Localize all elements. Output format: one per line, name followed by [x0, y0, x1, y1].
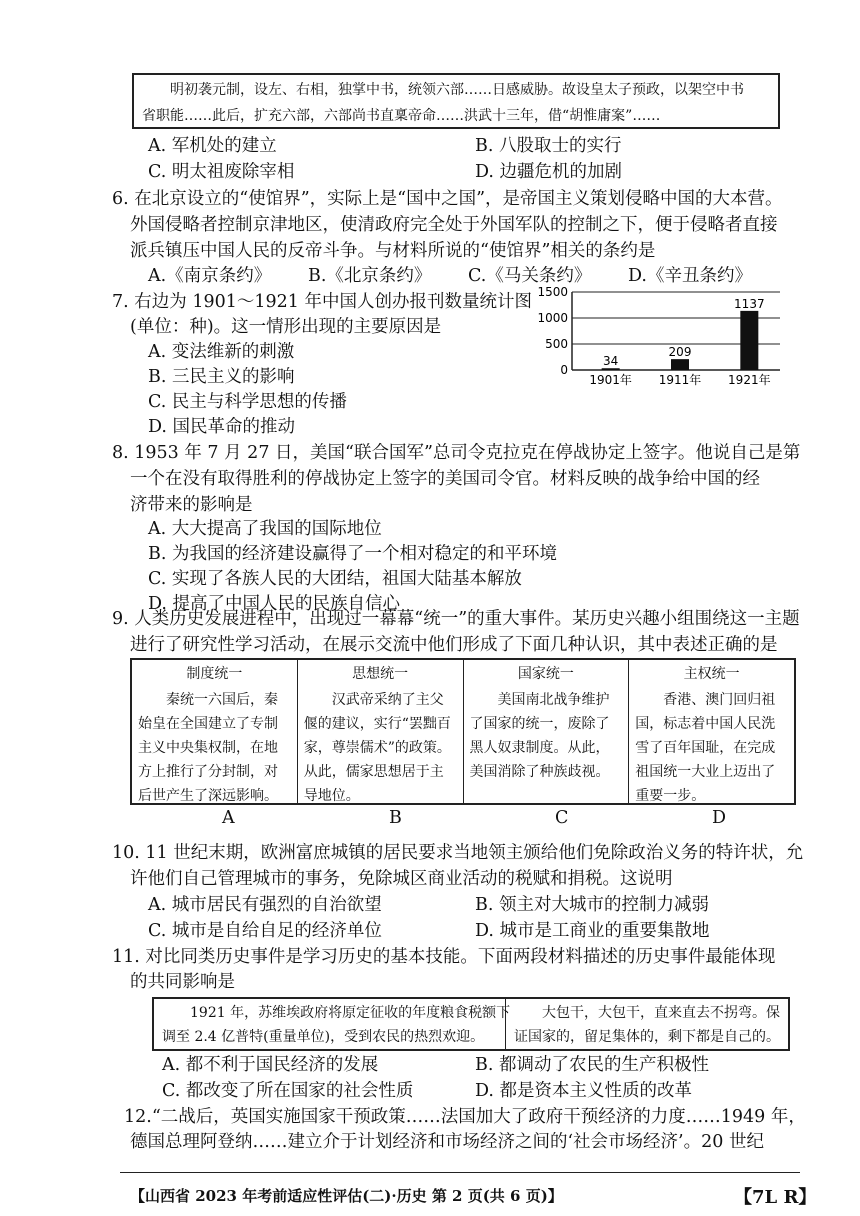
q6-line-1: 6. 在北京设立的“使馆界”，实际上是“国中之国”，是帝国主义策划侵略中国的大本营。 [112, 189, 783, 209]
q5-material-box [132, 73, 780, 129]
paper-code: 【7L R】 [734, 1187, 817, 1208]
q10-line-1: 10. 11 世纪末期，欧洲富庶城镇的居民要求当地领主颁给他们免除政治义务的特许状，允 [112, 843, 804, 863]
y-tick-label: 1000 [537, 311, 568, 325]
q7-bar-chart [530, 282, 790, 392]
q5-material-line-2: 省职能……此后，扩充六部，六部尚书直稟帝命……洪武十三年，借“胡惟庸案”…… [142, 108, 661, 124]
q10-option-c[interactable]: C. 城市是自给自足的经济单位 [148, 921, 382, 941]
q9-cell-b[interactable] [298, 660, 464, 803]
q7-line-2: (单位：种)。这一情形出现的主要原因是 [130, 317, 442, 337]
q11-option-d[interactable]: D. 都是资本主义性质的改革 [475, 1081, 693, 1101]
q8-option-b[interactable]: B. 为我国的经济建设赢得了一个相对稳定的和平环境 [148, 544, 557, 564]
q9-line-1: 9. 人类历史发展进程中，出现过一幕幕“统一”的重大事件。某历史兴趣小组围绕这一主题 [112, 609, 800, 629]
q11-option-c[interactable]: C. 都改变了所在国家的社会性质 [162, 1081, 414, 1101]
q11-option-a[interactable]: A. 都不利于国民经济的发展 [162, 1055, 379, 1075]
q7-option-a[interactable]: A. 变法维新的刺激 [148, 342, 295, 362]
q7-line-1: 7. 右边为 1901～1921 年中国人创办报刊数量统计图 [112, 292, 532, 312]
q8-option-d[interactable]: D. 提高了中国人民的民族自信心 [148, 594, 401, 614]
q6-line-3: 派兵镇压中国人民的反帝斗争。与材料所说的“使馆界”相关的条约是 [130, 241, 656, 261]
q9-table [130, 658, 796, 805]
q10-line-2: 许他们自己管理城市的事务，免除城区商业活动的税赋和捐税。这说明 [130, 869, 673, 889]
q9-cell-body: 汉武帝采纳了主父偃的建议，实行“罢黜百家，尊崇儒术”的政策。从此，儒家思想居于主导地位。 [303, 692, 451, 804]
x-tick-label: 1901年 [589, 373, 632, 387]
q6-option-d[interactable]: D.《辛丑条约》 [628, 266, 752, 286]
q9-cell-body: 香港、澳门回归祖国，标志着中国人民洗雪了百年国耻，在完成祖国统一大业上迈出了重要一步。 [635, 692, 776, 804]
data-label: 209 [668, 345, 692, 360]
q9-cell-head: 国家统一 [517, 666, 574, 682]
q9-cell-head: 思想统一 [352, 666, 409, 682]
bar [602, 368, 620, 370]
q9-letter-a[interactable]: A [222, 808, 235, 828]
q9-letter-b[interactable]: B [389, 808, 402, 828]
y-tick-label: 1500 [537, 285, 568, 299]
q6-option-b[interactable]: B.《北京条约》 [308, 266, 432, 286]
q8-line-3: 济带来的影响是 [130, 495, 253, 515]
q10-option-a[interactable]: A. 城市居民有强烈的自治欲望 [148, 895, 382, 915]
data-label: 1137 [734, 296, 765, 311]
y-tick-label: 0 [560, 363, 568, 377]
q6-line-2: 外国侵略者控制京津地区，使清政府完全处于外国军队的控制之下，便于侵略者直接 [130, 215, 778, 235]
x-tick-label: 1911年 [658, 373, 702, 387]
q9-cell-body: 美国南北战争维护了国家的统一，废除了黑人奴隶制度。从此，美国消除了种族歧视。 [469, 692, 610, 780]
q11-material-left [154, 999, 511, 1049]
q11-material-right-line-1: 大包干，大包干，直来直去不拐弯。保 [542, 1005, 780, 1021]
q10-option-b[interactable]: B. 领主对大城市的控制力减弱 [475, 895, 709, 915]
q5-option-b[interactable]: B. 八股取士的实行 [475, 136, 622, 156]
q12-line-1: 12.“二战后，英国实施国家干预政策……法国加大了政府干预经济的力度……1949 年， [124, 1107, 806, 1127]
bar [671, 359, 689, 370]
q7-option-b[interactable]: B. 三民主义的影响 [148, 367, 295, 387]
page-footer: 【山西省 2023 年考前适应性评估(二)·历史 第 2 页(共 6 页)】 [130, 1187, 563, 1205]
x-tick-label: 1921年 [728, 373, 771, 387]
q11-material-right [506, 999, 788, 1049]
q8-line-1: 8. 1953 年 7 月 27 日，美国“联合国军”总司令克拉克在停战协定上签字。他说自己是第 [112, 443, 801, 463]
data-label: 34 [603, 354, 619, 369]
footer-rule [120, 1172, 800, 1173]
q9-cell-a[interactable] [132, 660, 298, 803]
q11-material-left-line-2: 调至 2.4 亿普特(重量单位)，受到农民的热烈欢迎。 [162, 1029, 485, 1045]
q7-option-c[interactable]: C. 民主与科学思想的传播 [148, 392, 347, 412]
y-tick-label: 500 [545, 337, 568, 351]
q8-line-2: 一个在没有取得胜利的停战协定上签字的美国司令官。材料反映的战争给中国的经 [130, 469, 760, 489]
q8-option-a[interactable]: A. 大大提高了我国的国际地位 [148, 519, 382, 539]
q9-cell-d[interactable] [629, 660, 794, 803]
q6-option-c[interactable]: C.《马关条约》 [468, 266, 592, 286]
q5-option-c[interactable]: C. 明太祖废除宰相 [148, 162, 295, 182]
q11-material-right-line-2: 证国家的，留足集体的，剩下都是自己的。 [514, 1029, 780, 1045]
q5-option-d[interactable]: D. 边疆危机的加剧 [475, 162, 623, 182]
q11-option-b[interactable]: B. 都调动了农民的生产积极性 [475, 1055, 709, 1075]
q5-material-line-1: 明初袭元制，设左、右相，独掌中书，统领六部……日感威胁。故设皇太子预政，以架空中书 [170, 82, 744, 98]
q12-line-2: 德国总理阿登纳……建立介于计划经济和市场经济之间的‘社会市场经济’。20 世纪 [130, 1132, 764, 1152]
q11-line-1: 11. 对比同类历史事件是学习历史的基本技能。下面两段材料描述的历史事件最能体现 [112, 947, 776, 967]
q8-option-c[interactable]: C. 实现了各族人民的大团结，祖国大陆基本解放 [148, 569, 522, 589]
q9-letter-c[interactable]: C [555, 808, 569, 828]
q9-cell-head: 制度统一 [186, 666, 243, 682]
q9-letter-d[interactable]: D [712, 808, 727, 828]
q6-option-a[interactable]: A.《南京条约》 [148, 266, 272, 286]
q11-material-box [152, 997, 790, 1051]
q11-line-2: 的共同影响是 [130, 972, 235, 992]
q9-cell-c[interactable] [464, 660, 630, 803]
q9-cell-head: 主权统一 [683, 666, 740, 682]
q11-material-left-line-1: 1921 年，苏维埃政府将原定征收的年度粮食税额下 [190, 1005, 511, 1021]
bar [740, 311, 758, 370]
q10-option-d[interactable]: D. 城市是工商业的重要集散地 [475, 921, 710, 941]
q9-line-2: 进行了研究性学习活动，在展示交流中他们形成了下面几种认识，其中表述正确的是 [130, 635, 778, 655]
q5-option-a[interactable]: A. 军机处的建立 [148, 136, 277, 156]
q7-option-d[interactable]: D. 国民革命的推动 [148, 417, 296, 437]
q9-cell-body: 秦统一六国后，秦始皇在全国建立了专制主义中央集权制，在地方上推行了分封制，对后世产生了深远影响。 [138, 692, 278, 804]
